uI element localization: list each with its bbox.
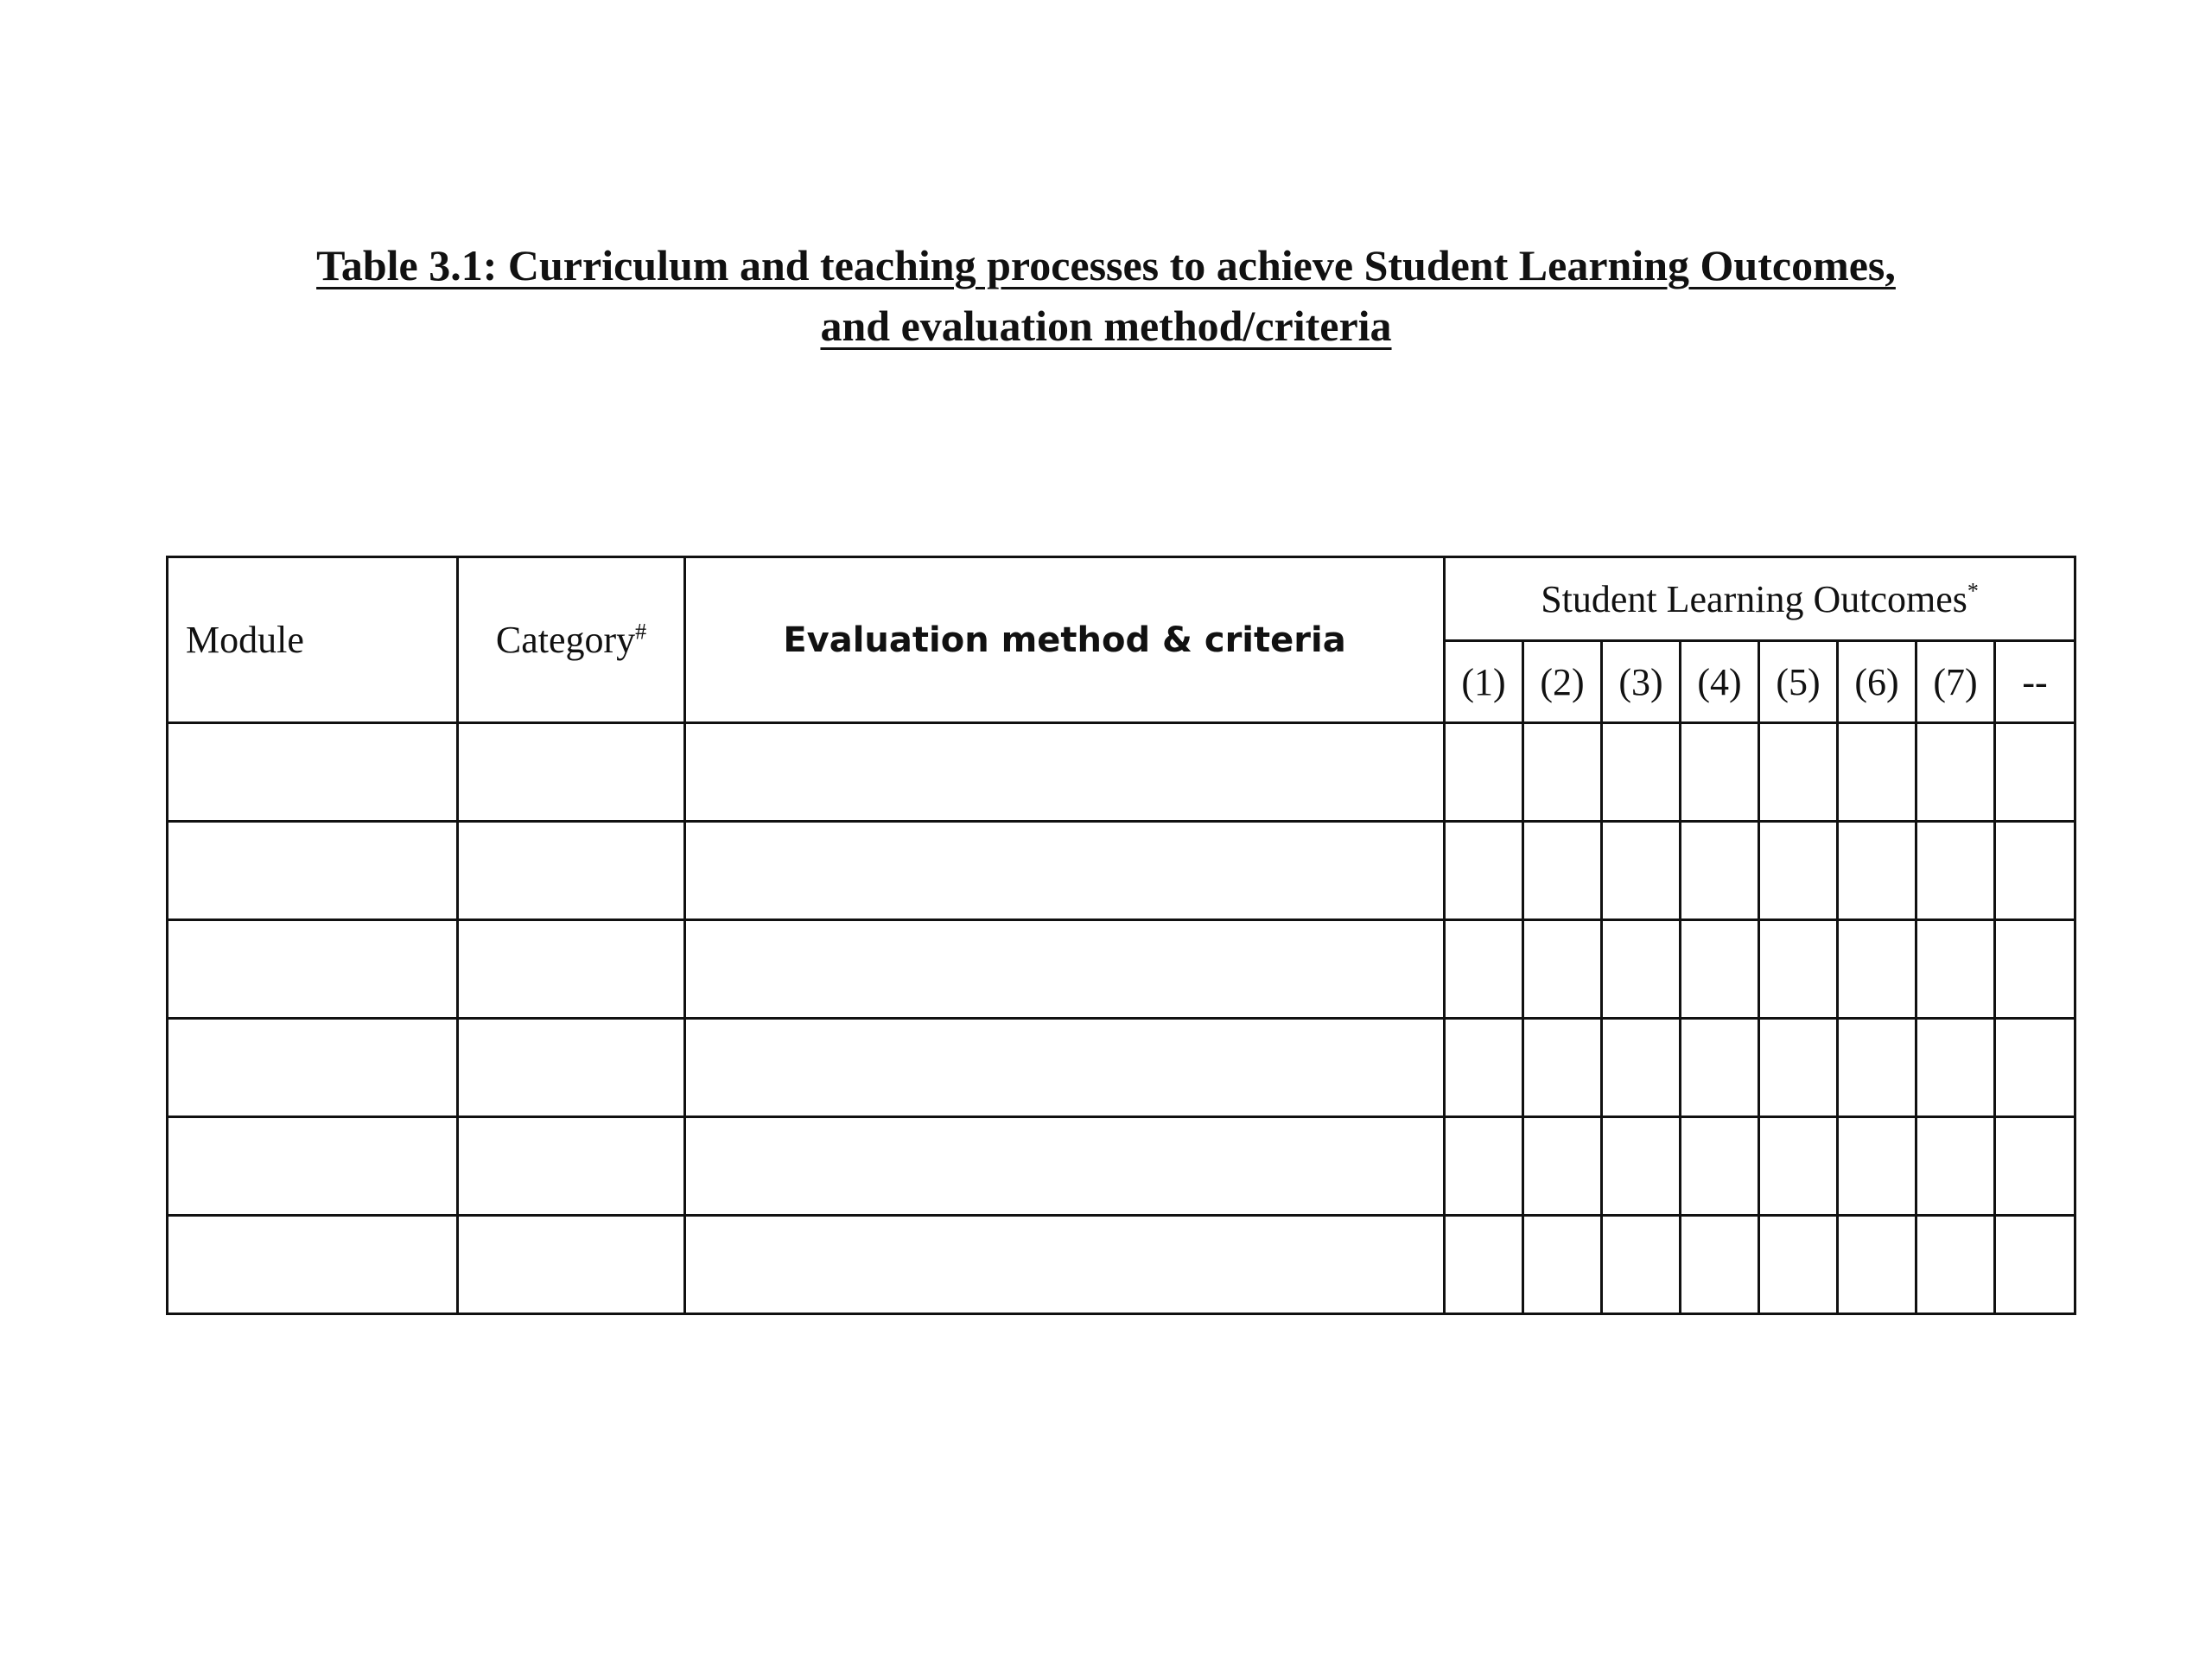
table-cell	[1445, 920, 1523, 1019]
table-cell	[1995, 1117, 2075, 1216]
table-cell	[168, 1216, 458, 1314]
table-cell	[458, 1117, 685, 1216]
table-row	[168, 920, 2075, 1019]
table-cell	[685, 920, 1445, 1019]
table-cell	[1523, 1019, 1602, 1117]
table-cell	[1523, 1216, 1602, 1314]
table-cell	[1916, 1216, 1995, 1314]
table-cell	[1916, 723, 1995, 822]
table-cell	[1445, 1216, 1523, 1314]
table-cell	[685, 1117, 1445, 1216]
table-cell	[1523, 1117, 1602, 1216]
table-cell	[1916, 822, 1995, 920]
table-cell	[1445, 1117, 1523, 1216]
slo-table	[166, 556, 2076, 1315]
table-cell	[1838, 1117, 1916, 1216]
table-cell	[1759, 723, 1838, 822]
header-slo-1: (1)	[1445, 641, 1523, 723]
table-cell	[168, 822, 458, 920]
table-cell	[685, 1216, 1445, 1314]
table-title	[0, 235, 2212, 356]
table-row	[168, 1117, 2075, 1216]
header-slo-5: (5)	[1759, 641, 1838, 723]
table-cell	[458, 1019, 685, 1117]
table-cell	[1916, 1117, 1995, 1216]
table-cell	[1838, 723, 1916, 822]
table-cell	[1445, 1019, 1523, 1117]
table-cell	[458, 920, 685, 1019]
table-row	[168, 822, 2075, 920]
table-cell	[168, 723, 458, 822]
table-cell	[458, 822, 685, 920]
table-cell	[458, 723, 685, 822]
header-slo-6: (6)	[1838, 641, 1916, 723]
table-cell	[168, 1117, 458, 1216]
table-cell	[1995, 1216, 2075, 1314]
table-cell	[685, 1019, 1445, 1117]
header-category: Category#	[458, 557, 685, 723]
header-slo-4: (4)	[1681, 641, 1759, 723]
header-slo-more: --	[1995, 641, 2075, 723]
table-cell	[1445, 723, 1523, 822]
table-cell	[1995, 723, 2075, 822]
table-row	[168, 1019, 2075, 1117]
table-cell	[685, 822, 1445, 920]
header-slo-3: (3)	[1602, 641, 1681, 723]
table-cell	[685, 723, 1445, 822]
table-cell	[1681, 1019, 1759, 1117]
table-cell	[1681, 1216, 1759, 1314]
table-cell	[1995, 1019, 2075, 1117]
table-cell	[1602, 1216, 1681, 1314]
header-evaluation: Evaluation method & criteria	[685, 557, 1445, 723]
header-slo: Student Learning Outcomes*	[1445, 557, 2075, 641]
table-cell	[1759, 1216, 1838, 1314]
table-cell	[1759, 822, 1838, 920]
table-cell	[458, 1216, 685, 1314]
table-cell	[1681, 723, 1759, 822]
table-cell	[1995, 822, 2075, 920]
header-module: Module	[168, 557, 458, 723]
table-cell	[1838, 1019, 1916, 1117]
table-cell	[1602, 822, 1681, 920]
header-slo-2: (2)	[1523, 641, 1602, 723]
table-cell	[168, 1019, 458, 1117]
title-line-2: and evaluation method/criteria	[820, 302, 1392, 350]
table-cell	[1602, 723, 1681, 822]
table-cell	[1681, 920, 1759, 1019]
table-row	[168, 1216, 2075, 1314]
table-cell	[1995, 920, 2075, 1019]
table-cell	[1759, 920, 1838, 1019]
table-cell	[1838, 1216, 1916, 1314]
header-slo-7: (7)	[1916, 641, 1995, 723]
table-cell	[1759, 1117, 1838, 1216]
table-cell	[1916, 920, 1995, 1019]
title-line-1: Table 3.1: Curriculum and teaching processes to achieve Student Learning Outcomes,	[316, 241, 1896, 289]
table-cell	[1916, 1019, 1995, 1117]
table-cell	[1445, 822, 1523, 920]
table-cell	[1523, 822, 1602, 920]
table-cell	[1838, 822, 1916, 920]
table-cell	[168, 920, 458, 1019]
table-cell	[1602, 920, 1681, 1019]
table-cell	[1759, 1019, 1838, 1117]
table-cell	[1838, 920, 1916, 1019]
table-cell	[1681, 822, 1759, 920]
table-cell	[1523, 723, 1602, 822]
table-cell	[1681, 1117, 1759, 1216]
table-row	[168, 723, 2075, 822]
table-cell	[1602, 1117, 1681, 1216]
table-cell	[1602, 1019, 1681, 1117]
table-cell	[1523, 920, 1602, 1019]
